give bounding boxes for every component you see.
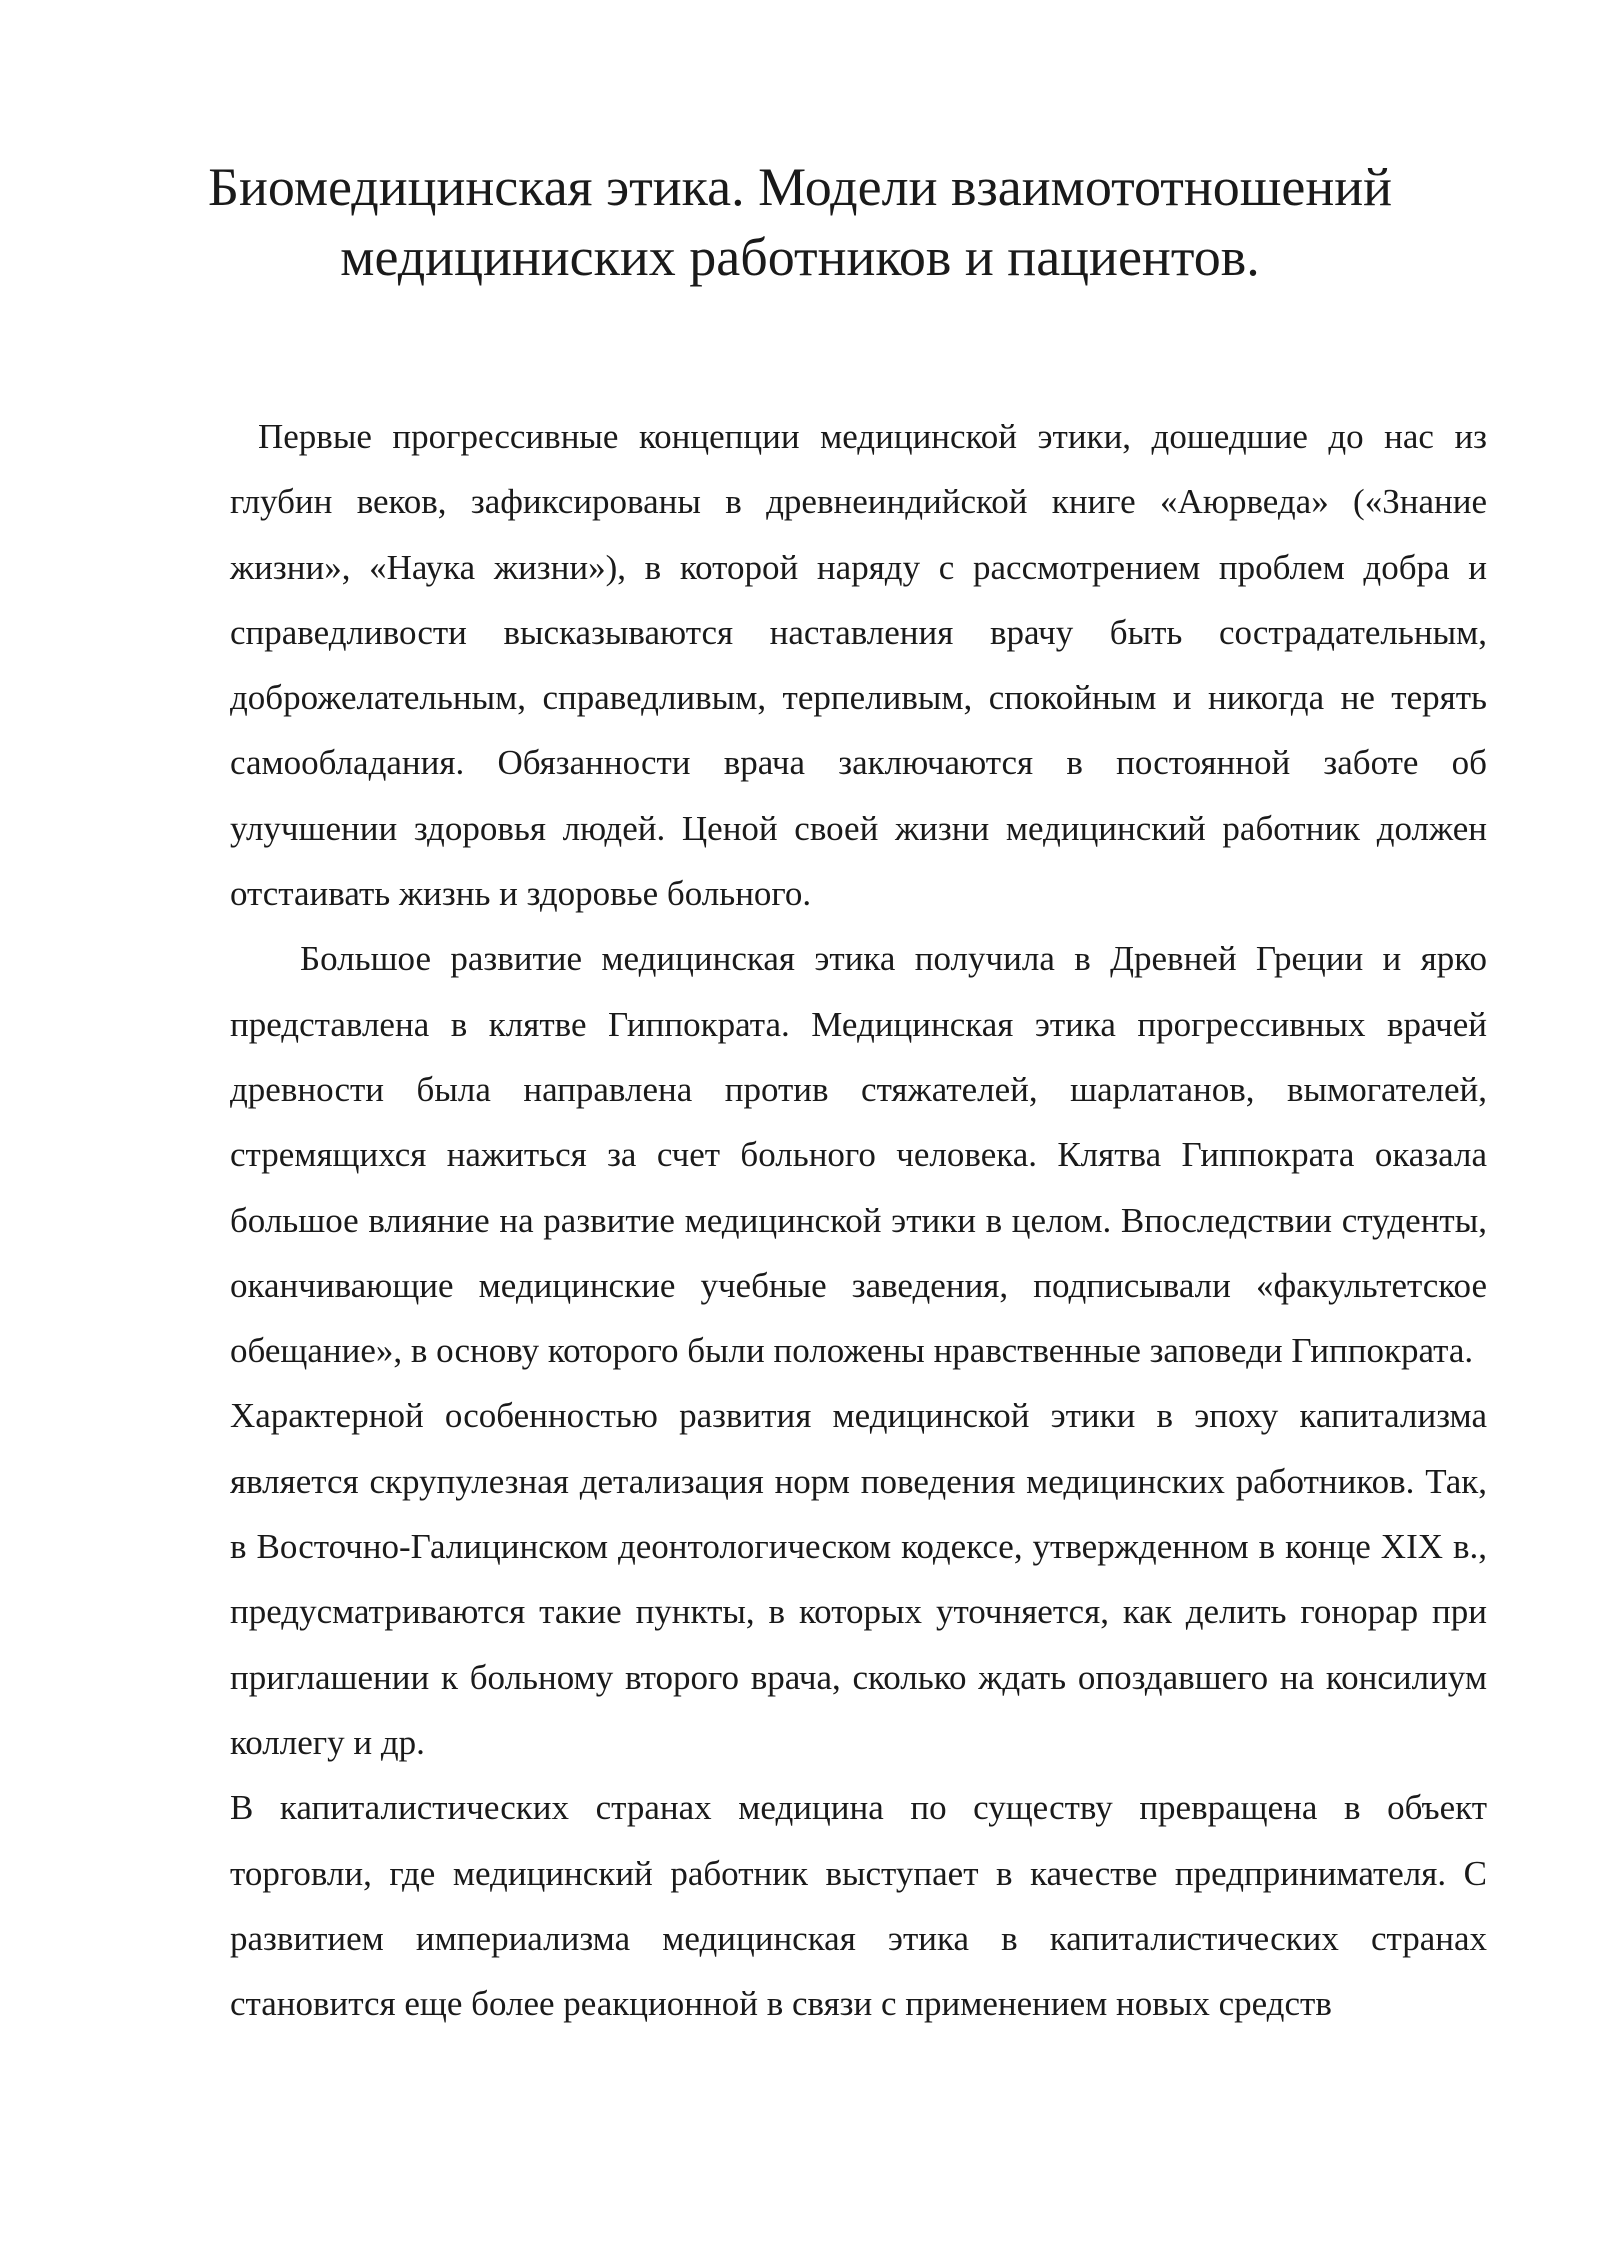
paragraph-ancient-greece: Большое развитие медицинская этика получила в Древней Греции и ярко представлена в клятве Гиппократа. Медицинская этика прогрессивных врачей древности была направлена против стяжателей, шарлатанов, вымогателей, стремящихся нажиться за счет больного человека. Клятва Гиппократа оказала большое влияние на развитие медицинской этики в целом. Впоследствии студенты, оканчивающие медицинские учебные заведения, подписывали «факультетское обещание», в основу которого были положены нравственные заповеди Гиппократа. — [230, 939, 1487, 1371]
paragraph-capitalism: Характерной особенностью развития медицинской этики в эпоху капитализма является скрупулезная детализация норм поведения медицинских работников. Так, в Восточно-Галицинском деонтологическом кодексе, утвержденном в конце XIX в., предусматриваются такие пункты, в которых уточняется, как делить гонорар при приглашении к больному второго врача, сколько ждать опоздавшего на консилиум коллегу и др. — [230, 1396, 1487, 1762]
document-body — [230, 404, 1487, 2036]
paragraph-capitalist-countries: В капиталистических странах медицина по существу превращена в объект торговли, где медицинский работник выступает в качестве предпринимателя. С развитием империализма медицинская этика в капиталистических странах становится еще более реакционной в связи с применением новых средств — [230, 1788, 1487, 2024]
document-title: Биомедицинская этика. Модели взаимототношений медициниских работников и пациентов. — [207, 157, 1393, 287]
paragraph-ayurveda: Первые прогрессивные концепции медицинской этики, дошедшие до нас из глубин веков, зафиксированы в древнеиндийской книге «Аюрведа» («Знание жизни», «Наука жизни»), в которой наряду с рассмотрением проблем добра и справедливости высказываются наставления врачу быть сострадательным, доброжелательным, справедливым, терпеливым, спокойным и никогда не терять самообладания. Обязанности врача заключаются в постоянной заботе об улучшении здоровья людей. Ценой своей жизни медицинский работник должен отстаивать жизнь и здоровье больного. — [230, 417, 1487, 914]
